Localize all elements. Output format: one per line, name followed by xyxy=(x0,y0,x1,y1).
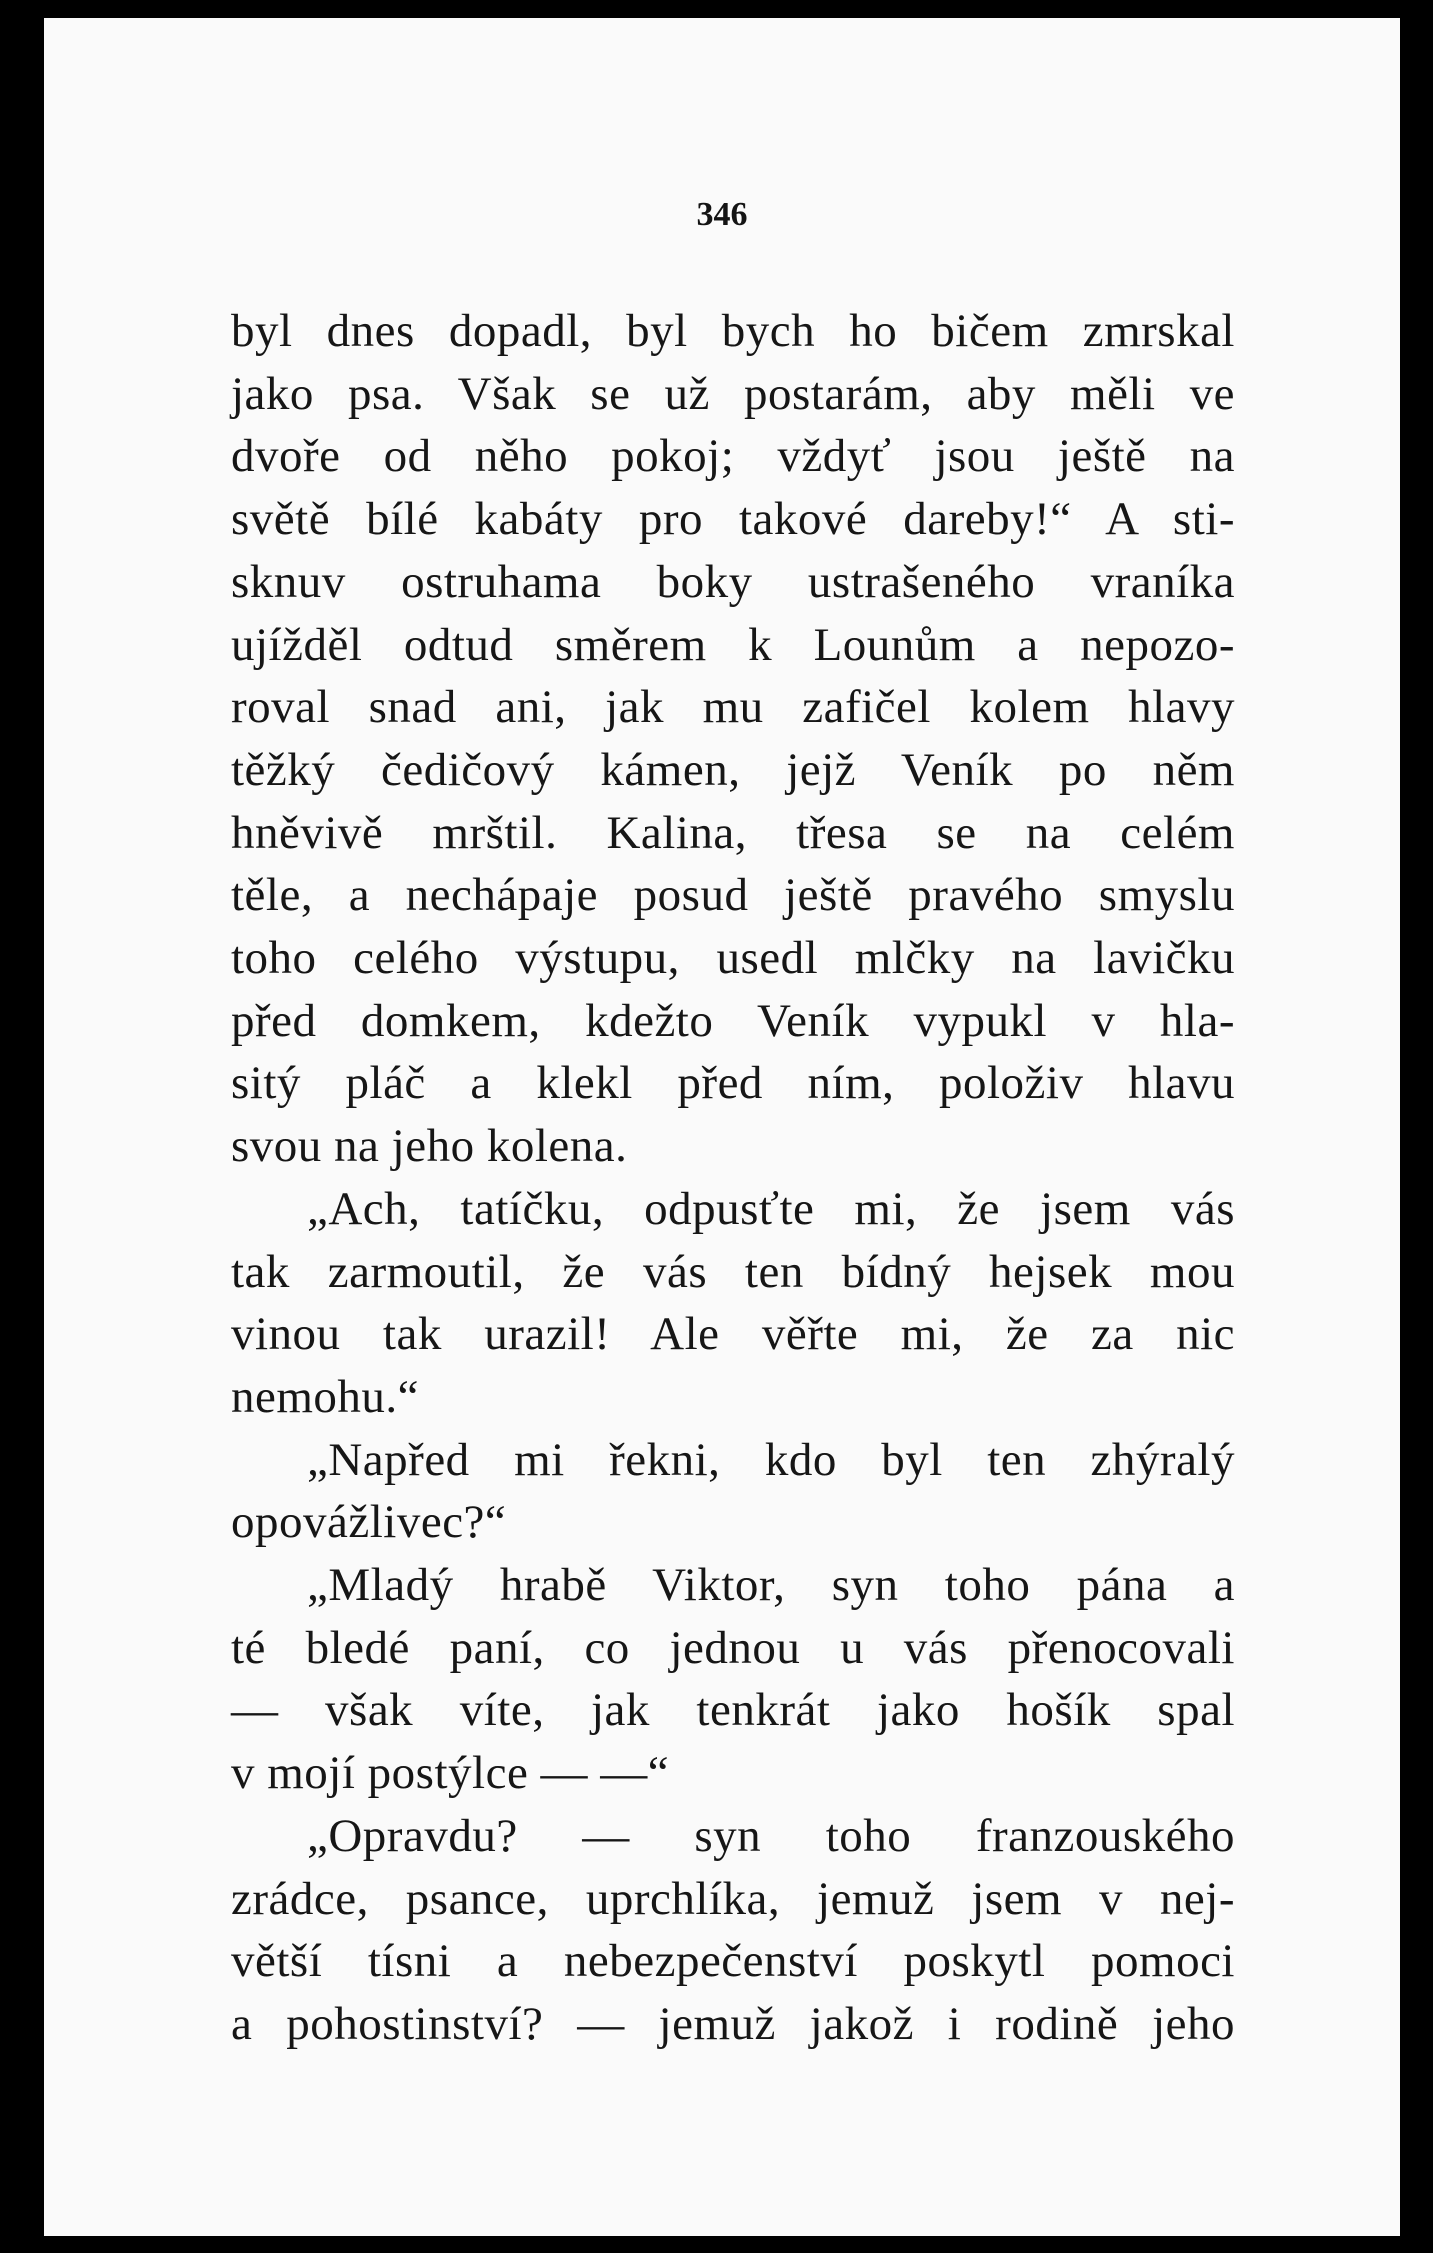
text-line: byl dnes dopadl, byl bych ho bičem zmrskal xyxy=(231,305,1235,357)
text-line: ujížděl odtud směrem k Lounům a nepozo- xyxy=(231,618,1235,671)
text-line: před domkem, kdežto Veník vypukl v hla- xyxy=(231,994,1235,1047)
text-line: „Napřed mi řekni, kdo byl ten zhýralý xyxy=(307,1433,1235,1486)
text-line: těle, a nechápaje posud ještě pravého smyslu xyxy=(231,869,1235,922)
text-line: dvoře od něho pokoj; vždyť jsou ještě na xyxy=(231,430,1235,483)
page-number: 346 xyxy=(696,196,748,233)
text-line: toho celého výstupu, usedl mlčky na lavičku xyxy=(231,932,1235,985)
text-line: „Ach, tatíčku, odpusťte mi, že jsem vás xyxy=(307,1182,1235,1235)
text-line: světě bílé kabáty pro takové dareby!“ A sti- xyxy=(231,493,1235,546)
text-line: větší tísni a nebezpečenství poskytl pomoci xyxy=(231,1935,1235,1988)
text-line: zrádce, psance, uprchlíka, jemuž jsem v nej- xyxy=(231,1872,1235,1925)
text-line: jako psa. Však se už postarám, aby měli ve xyxy=(231,367,1235,420)
text-line: „Mladý hrabě Viktor, syn toho pána a xyxy=(307,1559,1235,1612)
text-line: té bledé paní, co jednou u vás přenocovali xyxy=(231,1621,1235,1674)
text-line: opovážlivec?“ xyxy=(231,1496,507,1549)
text-line: těžký čedičový kámen, jejž Veník po něm xyxy=(231,743,1235,796)
text-line: tak zarmoutil, že vás ten bídný hejsek mou xyxy=(231,1245,1235,1298)
text-line: a pohostinství? — jemuž jakož i rodině jeho xyxy=(231,1997,1235,2050)
text-line: — však víte, jak tenkrát jako hošík spal xyxy=(231,1684,1235,1737)
body-text xyxy=(231,300,1235,2056)
text-line: roval snad ani, jak mu zafičel kolem hlavy xyxy=(231,681,1235,734)
text-line: sknuv ostruhama boky ustrašeného vraníka xyxy=(231,555,1235,608)
text-line: svou na jeho kolena. xyxy=(231,1120,628,1173)
text-line: „Opravdu? — syn toho franzouského xyxy=(307,1809,1235,1862)
book-page xyxy=(44,18,1400,2236)
text-line: hněvivě mrštil. Kalina, třesa se na celém xyxy=(231,806,1235,859)
text-line: nemohu.“ xyxy=(231,1370,420,1423)
text-line: vinou tak urazil! Ale věřte mi, že za nic xyxy=(231,1308,1235,1361)
text-line: sitý pláč a klekl před ním, položiv hlavu xyxy=(231,1057,1235,1110)
text-line: v mojí postýlce — —“ xyxy=(231,1747,670,1800)
